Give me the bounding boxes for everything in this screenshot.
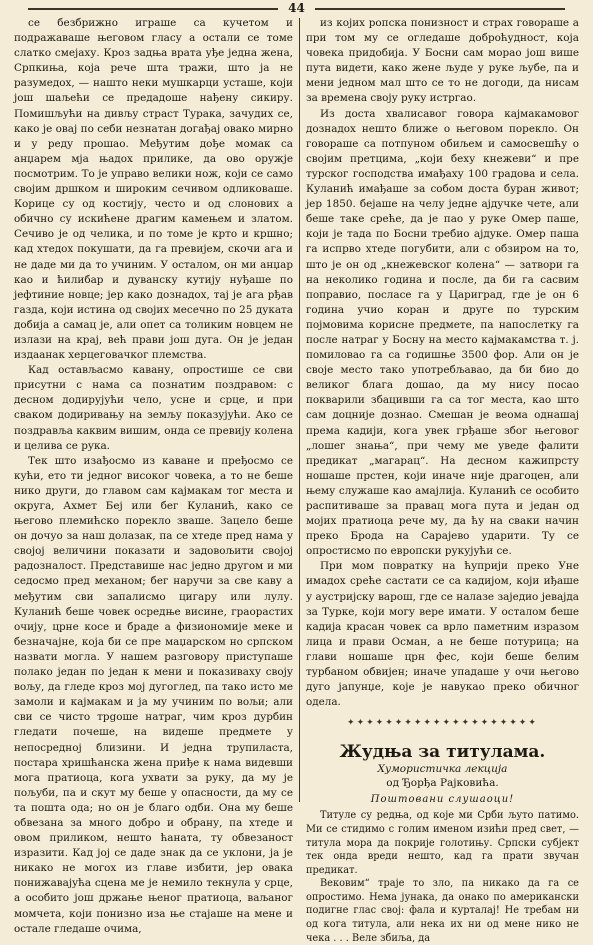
paragraph: Титуле су редња, од које ми Срби љуто патимо. Ми се стидимо с голим именом изићи пред свет, — титула мора да покрије голотињу. Српски субјект тек онда вреди нешто, кад га прати звучан предикат. [305, 810, 579, 876]
header-rule-left [28, 8, 278, 10]
paragraph: Вековим“ траје то зло, па никако да га се опростимо. Нема јунака, да онако по американски подигне глас свој: фала и курталај! Не требам ни од кога титула, али нека их ни од мене нико не чека . . . Веле збиља, да [305, 878, 579, 944]
paragraph: Из доста хвалисавог говора кајмакамовог дознадох нешто ближе о његовом порекло. Он говораше са потпуном обиљем и самосвешћу о својим претцима, „који беху кнежеви“ и пре турског господства имађаху 100 градова и села. Куланић имађаше за собом доста буран живот; јер 1850. бејаше на челу једне ајдучке чете, али беше таке среће, да је пао у руке Омер паше, који је тада по Босни требио ајдуке. Омер паша га испрво хтеде погубити, али с обзиром на то, што је он од „кнежевског колена“ — затвори га на неколико година и после, да би га сасвим поправио, посласе га у Цариград, где је он 6 година учио коран и друге по турским појмовима корисне предмете, па напослетку га после натраг у Босну на место кајмакамства т. ј. помиловао га са годишње 3500 фор. Али он је своје место тако употребљавао, да би био до великог блага дошао, да му нису посао покварили збацивши га са тог места, као што сам доцније дознао. Смешан је веома однашај према кадији, кога увек грђаше због његовог „лошег знања“, при чему ме уведе фалити предикат „магарац“. На десном кажипрсту ношаше прстен, који иначе није драгоцен, али њему служаше као амајлија. Куланић се особито распитиваше за правац мога пута и један од мојих пратиоца рече му, да ћу на сваки начин преко Брода на Сарајево ударити. Ту се опростисмо по европски рукујући се. [305, 107, 579, 558]
page-header [14, 0, 579, 16]
paragraph: При мом повратку на ћуприји преко Уне имадох среће састати се са кадијом, који иђаше у аустријску варош, где се налазе заједио јевајда за Турке, који могу вере имати. У осталом беше кадија красан човек са врло паметним изразом лица и прави Осман, а не беше потурица; на глави ношаше црн фес, који беше белим турбаном обвијен; иначе упадаше у очи његово дуго јапунџе, које је навукао преко обичног одела. [305, 560, 579, 709]
section-ornament: ✦✦✦✦✦✦✦✦✦✦✦✦✦✦✦✦✦✦✦✦ [347, 718, 538, 729]
article-title: Жудња за титулама. [339, 742, 546, 763]
paragraph: Кад остављасмо кавану, опростише се сви присутни с нама са познатим поздравом: с десном додирујући чело, усне и срце, и при сваком додиривању на земљу показујући. Ако се поздравља каквим вишим, онда се превију колена и целива се рука. [14, 364, 293, 452]
paragraph: се безбрижно играше са кучетом и подражаваше његовом гласу а остали се томе слатко смејаху. Кроз задња врата уђе једна жена, Српкиња, која рече шта тражи, што ја не разумедох, — нашто неки мушкарци усташе, који још шаљећи се предадоше нађену сикиру. Помишљући на дивљу страст Турака, зачудих се, како је овај по себи незнатан догађај овако мирно и у реду прошао. Међутим дође момак са анџарем мја њадох прилике, да ово оружје посмотрим. То је управо велики нож, који се само својим дршком и широким сечивом одликоваше. Корице су од костију, често и од слонових а обично су искићене драгим камењем и златом. Сечиво је од челика, и по томе је крто и кршно; кад хтедох покушати, да га превијем, скочи ага и не даде ми да то учиним. У осталом, он ми анџар као и ћилибар и дуванску кутију нуђаше по јефтиние новце; јер како дознадох, тај је ага рђав газда, који истина од својих месечно по 25 дуката добија а самац је, али опет са толиким новцем не излази на крај, већ прави још дуга. Он је један издаанак херцеговачког племства. [14, 17, 293, 362]
article-author: од Ђорђа Рајковића. [386, 777, 499, 790]
paragraph: Тек што изађосмо из каване и пређосмо се кући, ето ти једног високог човека, а то не беше нико други, до главом сам кајмакам тог места и округа, Ахмет Беј или бег Куланић, како се његово племићско порекло зваше. Зацело беше он дочуо за наш долазак, па се хтеде пред нама у својој величини показати и задовољити својој радозналост. Представише нас једно другом и ми седосмо пред механом; бег наручи за све каву а међутим сви запалисмо цигару или лулу. Куланић беше човек осредње висине, граорастих очију, црне косе и браде а физиономије меке и безначајне, која би се пре маџарском но српском назвати могла. У нашем разговору приступаше полако један по један к мени и показиваху своју вољу, да гледе кроз мој дугоглед, па тако исто ме замоли и кајмакам и ја му учиним по вољи; али сви се чисто трgoше натраг, чим кроз дурбин гледати почеше, на видеше предмете у непосредној близини. И једна трупиласта, постара хришћанска жена приђе к нама видевши мога пратиоца, кога ухвати за руку, да му је пољуби, па и скут му беше у опасности, да му се та пошта ода; но он је благо одби. Она му беше обвезана за много добро и обрану, па хтеде и овом приликом, нешто ћаната, ту обвезаност изразити. Кад јој се даде знак да се уклони, ја је никако не могох из главе избити, јер овака понижавајућа сцена ме је немило текнула у срце, а особито још држање њеног пратиоца, ваљаног момчета, који понизно иза ње стајаше на мене и остале гледаше очима, [14, 454, 293, 935]
header-rule-right [315, 8, 565, 10]
page-number: 44 [282, 1, 311, 15]
article-greeting: Поштовани слушаоци! [370, 794, 515, 806]
right-column [300, 16, 579, 944]
paragraph: из којих ропска понизност и страх говораше а при том му се огледаше доброћудност, која човека придобија. У Босни сам морао још више пута видети, како жене људе у руке љубе, па и мени једном мал што се то не догоди, да нисам за времена своју руку истргао. [305, 17, 579, 105]
article-subtitle: Хумористичка лекција [377, 763, 508, 776]
left-column [14, 16, 299, 935]
text-columns [14, 16, 579, 944]
